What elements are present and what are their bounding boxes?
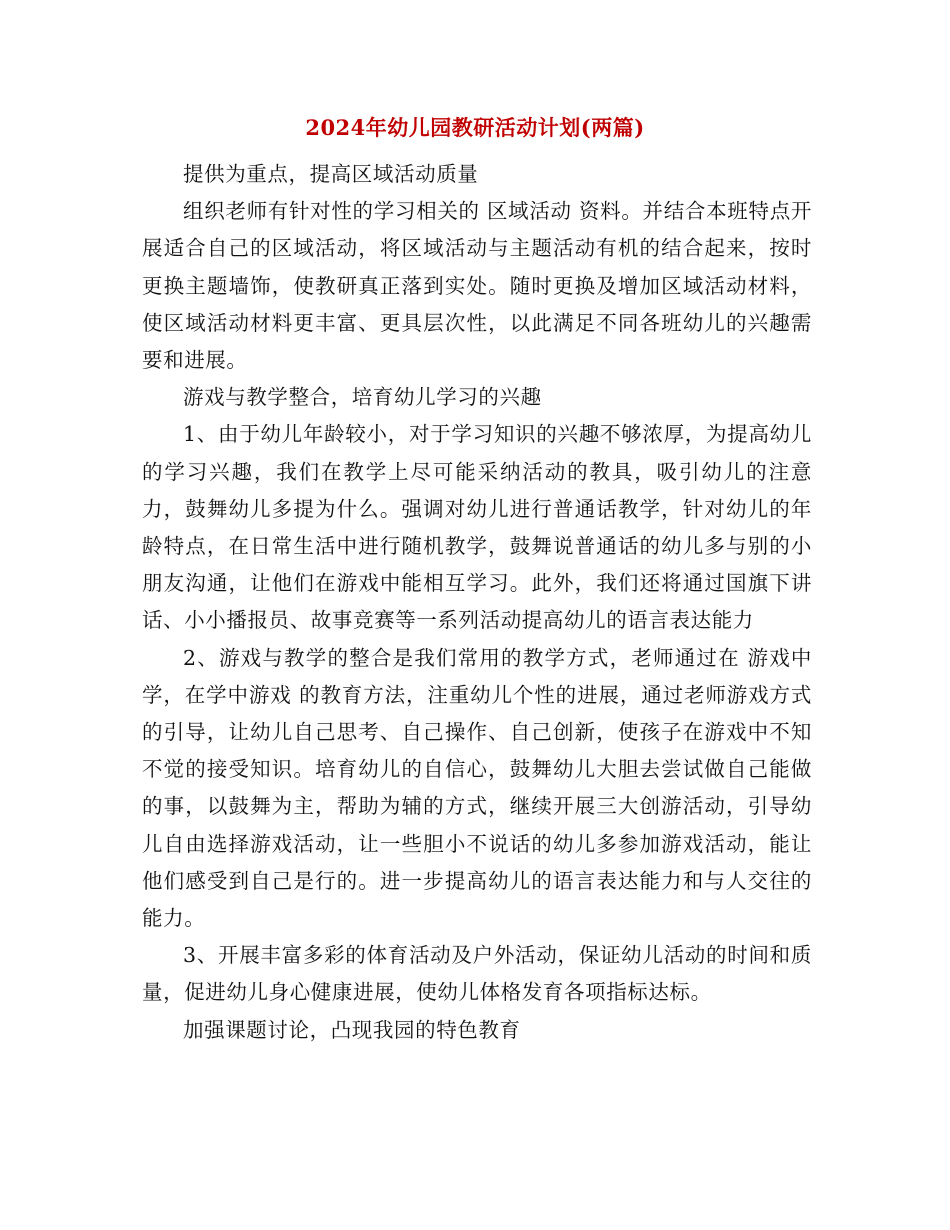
paragraph-heading-region-activity: 提供为重点，提高区域活动质量	[183, 162, 479, 186]
paragraph-region-activity: 组织老师有针对性的学习相关的 区域活动 资料。并结合本班特点开展适合自己的区域活动，将区域活动与主题活动有机的结合起来，按时更换主题墙饰，使教研真正落到实处。随时更换及增加区域活动材料，使区域活动材料更丰富、更具层次性，以此满足不同各班幼儿的兴趣需要和进展。	[142, 199, 812, 373]
paragraph-heading-game-teaching: 游戏与教学整合，培育幼儿学习的兴趣	[183, 385, 542, 410]
paragraph-item-3: 3、开展丰富多彩的体育活动及户外活动，保证幼儿活动的时间和质量，促进幼儿身心健康进展，使幼儿体格发育各项指标达标。	[142, 943, 812, 1005]
paragraph-heading-research: 加强课题讨论，凸现我园的特色教育	[183, 1017, 521, 1042]
paragraph-item-2: 2、游戏与教学的整合是我们常用的教学方式，老师通过在 游戏中学，在学中游戏 的教育方法，注重幼儿个性的进展，通过老师游戏方式的引导，让幼儿自己思考、自己操作、自己创新，使孩子在游戏中不知不觉的接受知识。培育幼儿的自信心，鼓舞幼儿大胆去尝试做自己能做的事，以鼓舞为主，帮助为辅的方式，继续开展三大创游活动，引导幼儿自由选择游戏活动，让一些胆小不说话的幼儿多参加游戏活动，能让他们感受到自己是行的。进一步提高幼儿的语言表达能力和与人交往的能力。	[142, 645, 812, 931]
paragraph-item-1: 1、由于幼儿年龄较小，对于学习知识的兴趣不够浓厚，为提高幼儿的学习兴趣，我们在教学上尽可能采纳活动的教具，吸引幼儿的注意力，鼓舞幼儿多提为什么。强调对幼儿进行普通话教学，针对幼儿的年龄特点，在日常生活中进行随机教学，鼓舞说普通话的幼儿多与别的小朋友沟通，让他们在游戏中能相互学习。此外，我们还将通过国旗下讲话、小小播报员、故事竞赛等一系列活动提高幼儿的语言表达能力	[142, 422, 812, 633]
document-title: 2024年幼儿园教研活动计划(两篇)	[305, 115, 645, 140]
document-body	[142, 156, 812, 1049]
